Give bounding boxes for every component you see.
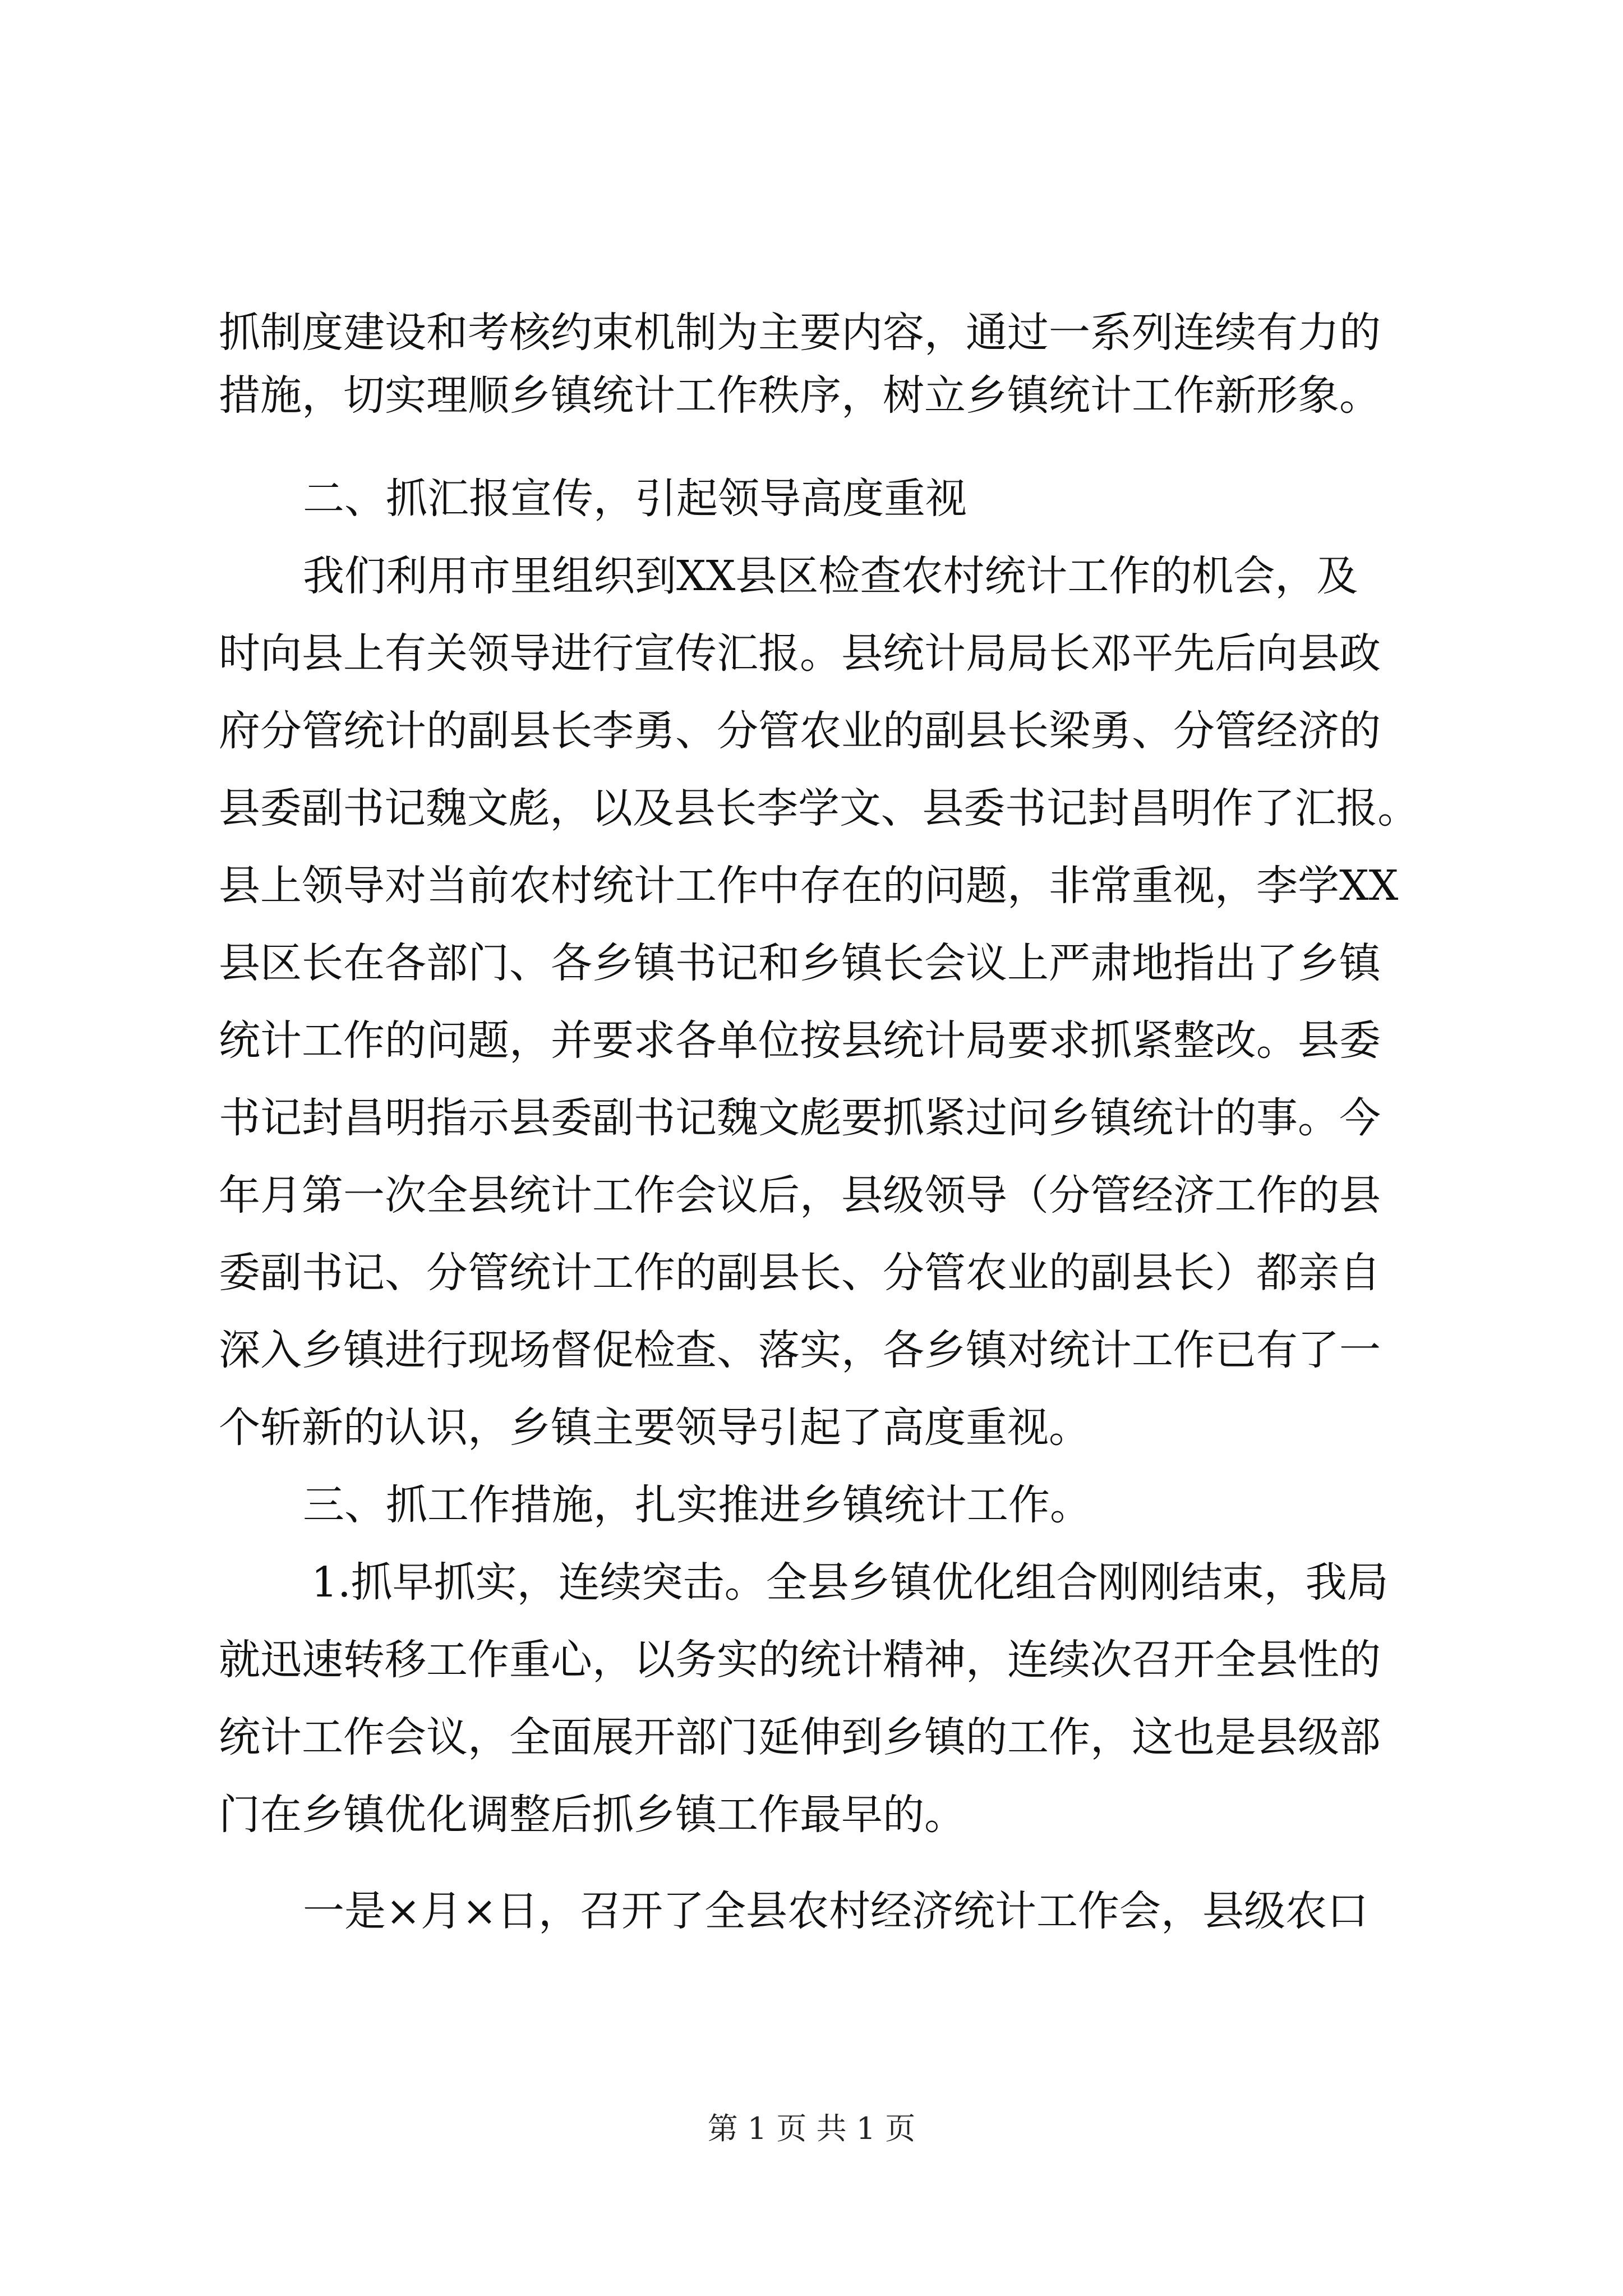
text-line: 县委副书记魏文彪，以及县长李学文、县委书记封昌明作了汇报。 (219, 784, 1419, 832)
text-line: 时向县上有关领导进行宣传汇报。县统计局局长邓平先后向县政 (219, 629, 1381, 678)
text-line: 一是×月×日，召开了全县农村经济统计工作会，县级农口 (303, 1887, 1369, 1935)
section-heading: 二、抓汇报宣传，引起领导高度重视 (303, 475, 967, 523)
text-line: 县上领导对当前农村统计工作中存在的问题，非常重视，李学XX (219, 862, 1399, 910)
text-line: 门在乡镇优化调整后抓乡镇工作最早的。 (219, 1791, 966, 1839)
text-line: 府分管统计的副县长李勇、分管农业的副县长梁勇、分管经济的 (219, 707, 1381, 755)
text-line: 1.抓早抓实，连续突击。全县乡镇优化组合刚刚结束，我局 (311, 1558, 1389, 1607)
text-line: 抓制度建设和考核约束机制为主要内容，通过一系列连续有力的 (219, 309, 1381, 357)
text-line: 委副书记、分管统计工作的副县长、分管农业的副县长）都亲自 (219, 1249, 1381, 1297)
text-line: 年月第一次全县统计工作会议后，县级领导（分管经济工作的县 (219, 1171, 1381, 1220)
text-line: 统计工作的问题，并要求各单位按县统计局要求抓紧整改。县委 (219, 1016, 1381, 1065)
text-line: 个斩新的认识，乡镇主要领导引起了高度重视。 (219, 1404, 1090, 1452)
text-line: 统计工作会议，全面展开部门延伸到乡镇的工作，这也是县级部 (219, 1713, 1381, 1761)
text-line: 县区长在各部门、各乡镇书记和乡镇长会议上严肃地指出了乡镇 (219, 939, 1381, 987)
text-line: 书记封昌明指示县委副书记魏文彪要抓紧过问乡镇统计的事。今 (219, 1094, 1381, 1142)
section-heading: 三、抓工作措施，扎实推进乡镇统计工作。 (303, 1481, 1091, 1529)
text-line: 深入乡镇进行现场督促检查、落实，各乡镇对统计工作已有了一 (219, 1326, 1381, 1374)
text-line: 措施，切实理顺乡镇统计工作秩序，树立乡镇统计工作新形象。 (219, 371, 1381, 420)
text-line: 就迅速转移工作重心，以务实的统计精神，连续次召开全县性的 (219, 1636, 1381, 1684)
text-line: 我们利用市里组织到XX县区检查农村统计工作的机会，及 (303, 552, 1358, 600)
page-number-footer: 第 1 页 共 1 页 (707, 2111, 916, 2146)
